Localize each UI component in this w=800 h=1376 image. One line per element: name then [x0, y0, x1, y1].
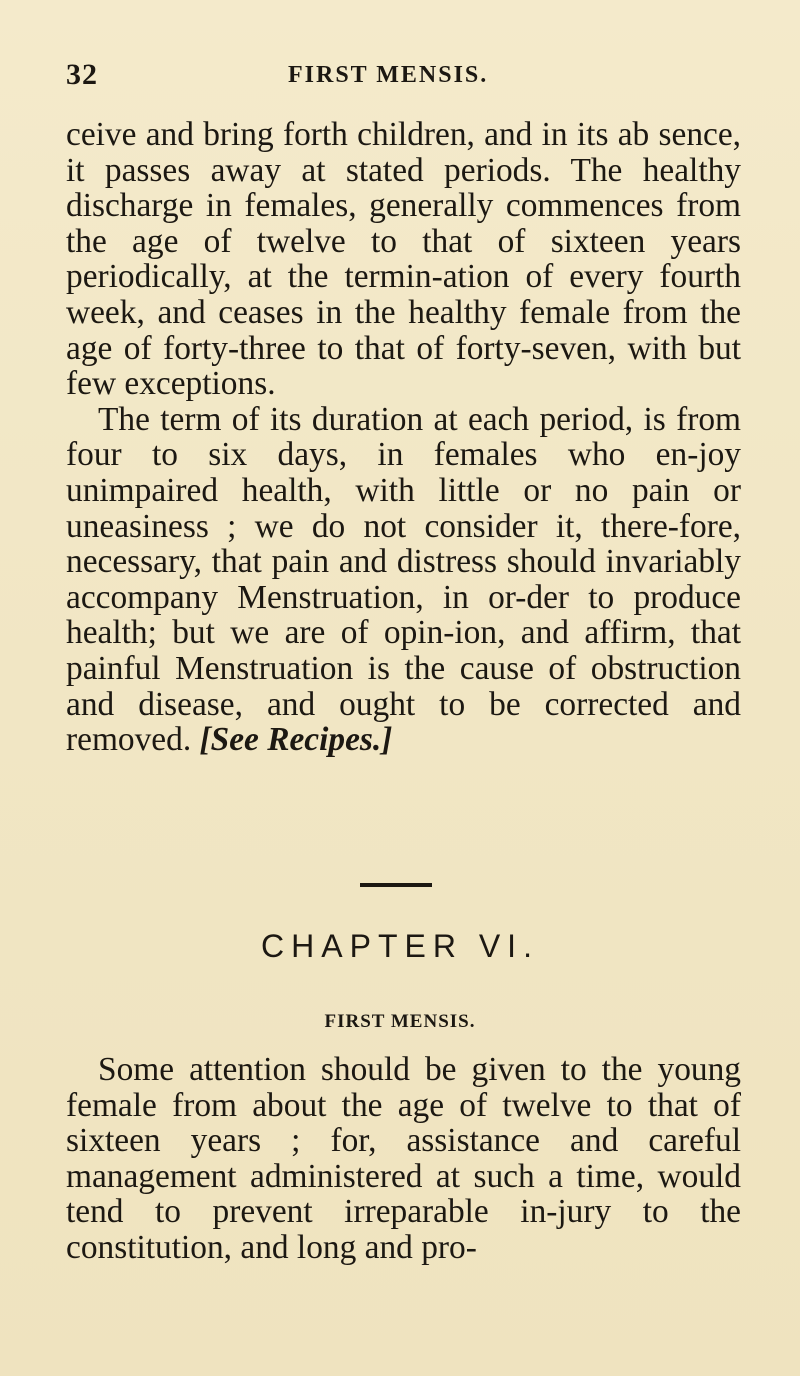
- paragraph-continuation: ceive and bring forth children, and in its ab sence, it passes away at stated periods. The healthy discharge in females, generally commences from the age of twelve to that of sixteen years periodically, at the termin-ation of every fourth week, and ceases in the healthy female from the age of forty-three to that of forty-seven, with but few exceptions.: [66, 116, 741, 403]
- running-title: FIRST MENSIS.: [288, 62, 489, 88]
- section-heading: FIRST MENSIS.: [324, 1011, 476, 1032]
- running-head: [66, 58, 726, 98]
- see-recipes-reference: [See Recipes.]: [199, 721, 393, 759]
- paragraph-opening: Some attention should be given to the young female from about the age of twelve to that of sixteen years ; for, assistance and careful management administered at such a time, would tend to prevent irreparable in-jury to the constitution, and long and pro-: [66, 1051, 741, 1266]
- main-text: [66, 117, 741, 758]
- chapter-text: [66, 1052, 741, 1266]
- page-number: 32: [66, 58, 98, 91]
- chapter-title: CHAPTER VI.: [261, 928, 539, 964]
- paragraph-duration: [66, 402, 741, 758]
- chapter-divider-rule: [360, 883, 432, 887]
- paragraph-duration-text: The term of its duration at each period, is from four to six days, in females who en-joy unimpaired health, with little or no pain or uneasiness ; we do not consider it, there-fore, necessary, that pain and distress should invariably accompany Menstruation, in or-der to produce health; but we are of opin-ion, and affirm, that painful Menstruation is the cause of obstruction and disease, and ought to be corrected and removed.: [66, 400, 741, 759]
